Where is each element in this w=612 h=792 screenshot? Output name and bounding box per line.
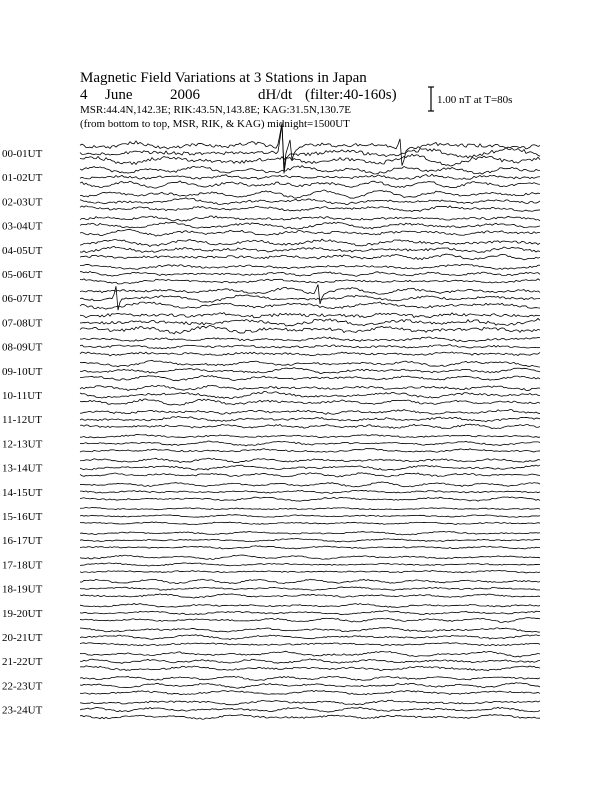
trace-rik: [80, 271, 540, 276]
trace-kag: [80, 166, 540, 174]
hour-label: 05-06UT: [2, 269, 43, 281]
trace-msr: [80, 618, 540, 623]
trace-kag: [80, 700, 540, 705]
trace-kag: [80, 216, 540, 221]
trace-msr: [80, 325, 540, 333]
trace-kag: [80, 239, 540, 246]
trace-rik: [80, 368, 540, 374]
hour-label: 09-10UT: [2, 365, 43, 378]
trace-rik: [80, 635, 540, 640]
trace-kag: [80, 360, 540, 367]
hour-label: 18-19UT: [2, 583, 43, 596]
trace-kag: [80, 385, 540, 390]
trace-rik: [80, 198, 540, 205]
trace-rik: [80, 391, 540, 398]
trace-kag: [80, 555, 540, 559]
trace-kag: [80, 579, 540, 584]
date-day: 4: [80, 87, 88, 103]
trace-msr: [80, 690, 540, 694]
trace-msr: [80, 570, 540, 572]
trace-rik: [80, 124, 540, 173]
trace-kag: [80, 410, 540, 415]
hour-label: 15-16UT: [2, 511, 43, 523]
trace-msr: [80, 399, 540, 405]
date-month: June: [105, 87, 133, 103]
trace-msr: [80, 473, 540, 477]
trace-rik: [80, 490, 540, 493]
hour-label: 23-24UT: [2, 704, 43, 717]
trace-rik: [80, 345, 540, 349]
trace-kag: [80, 676, 540, 680]
trace-kag: [80, 337, 540, 342]
trace-msr: [80, 546, 540, 549]
scale-bar-label: 1.00 nT at T=80s: [437, 94, 513, 106]
hour-label: 17-18UT: [2, 559, 43, 572]
filter-label: (filter:40-160s): [305, 87, 397, 103]
trace-rik: [80, 246, 540, 252]
hour-label: 14-15UT: [2, 486, 43, 499]
hour-label: 11-12UT: [2, 414, 42, 427]
trace-kag: [80, 603, 540, 607]
trace-rik: [80, 587, 540, 590]
hour-label: 06-07UT: [2, 293, 43, 306]
trace-rik: [80, 318, 540, 326]
trace-rik: [80, 538, 540, 542]
trace-kag: [80, 123, 540, 168]
scale-bar: [428, 87, 434, 111]
trace-kag: [80, 285, 540, 304]
trace-rik: [80, 465, 540, 470]
trace-rik: [80, 416, 540, 421]
trace-kag: [80, 435, 540, 438]
trace-rik: [80, 515, 540, 518]
hour-label: 07-08UT: [2, 317, 43, 330]
hour-label: 22-23UT: [2, 680, 43, 693]
trace-rik: [80, 659, 540, 664]
trace-kag: [80, 264, 540, 269]
trace-msr: [80, 497, 540, 501]
trace-msr: [80, 715, 540, 720]
trace-msr: [80, 181, 540, 188]
trace-msr: [80, 279, 540, 284]
hour-label: 13-14UT: [2, 462, 43, 475]
trace-msr: [80, 229, 540, 236]
hour-label: 04-05UT: [2, 244, 43, 257]
trace-kag: [80, 651, 540, 657]
date-year: 2006: [170, 87, 200, 103]
trace-kag: [80, 531, 540, 535]
trace-msr: [80, 352, 540, 356]
trace-kag: [80, 482, 540, 487]
trace-msr: [80, 302, 540, 309]
trace-rik: [80, 174, 540, 179]
trace-msr: [80, 449, 540, 453]
trace-rik: [80, 707, 540, 712]
hour-label: 08-09UT: [2, 341, 43, 354]
hour-label: 00-01UT: [2, 148, 43, 160]
hour-label: 10-11UT: [2, 390, 42, 402]
trace-msr: [80, 522, 540, 525]
hour-label: 12-13UT: [2, 438, 43, 451]
trace-rik: [80, 441, 540, 446]
hour-label: 02-03UT: [2, 196, 43, 209]
hour-labels: [2, 148, 43, 717]
trace-kag: [80, 313, 540, 318]
trace-kag: [80, 627, 540, 632]
trace-msr: [80, 424, 540, 429]
quantity-label: dH/dt: [258, 87, 293, 103]
hour-label: 03-04UT: [2, 220, 43, 233]
hour-label: 19-20UT: [2, 607, 43, 620]
trace-rik: [80, 611, 540, 615]
trace-kag: [80, 190, 540, 198]
trace-msr: [80, 594, 540, 598]
station-order-note: (from bottom to top, MSR, RIK, & KAG) midnight=1500UT: [80, 118, 350, 130]
hour-label: 16-17UT: [2, 535, 43, 548]
hour-label: 01-02UT: [2, 172, 43, 185]
trace-msr: [80, 206, 540, 212]
trace-rik: [80, 222, 540, 229]
trace-rik: [80, 563, 540, 566]
trace-rik: [80, 683, 540, 689]
trace-kag: [80, 507, 540, 509]
chart-title: Magnetic Field Variations at 3 Stations in Japan: [80, 70, 367, 86]
trace-msr: [80, 643, 540, 646]
trace-msr: [80, 376, 540, 381]
traces: [80, 123, 540, 719]
trace-kag: [80, 458, 540, 462]
hour-label: 20-21UT: [2, 632, 43, 644]
hour-label: 21-22UT: [2, 656, 43, 669]
trace-msr: [80, 666, 540, 671]
station-coordinates: MSR:44.4N,142.3E; RIK:43.5N,143.8E; KAG:31.5N,130.7E: [80, 104, 352, 116]
trace-msr: [80, 254, 540, 260]
